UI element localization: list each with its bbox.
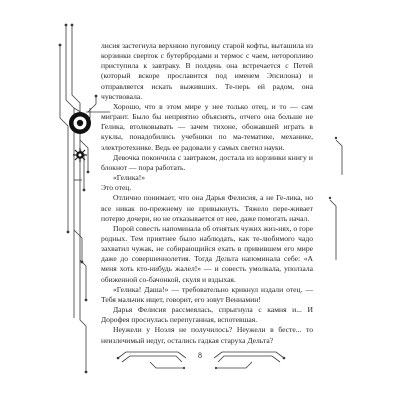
page-number: 8 <box>198 351 202 360</box>
paragraph: «Гелика!» <box>113 173 146 183</box>
paragraph: Девочка покончила с завтраком, достала из корзинки книгу и блокнот — пора работать. <box>101 152 313 172</box>
paragraph: Дарья Фелисия рассмеялась, спрыгнула с камня и... И Дорофея проснулась перепуганная, вспотевшая. <box>101 305 313 325</box>
paragraph: Это отец. <box>101 183 132 193</box>
paragraph: Порой совесть напоминала об отнятых чужих жиз-нях, о горе родных. Тем приятнее было наблюдать, как те-любимого чадо захватил чужак, не собирающийся ехать в привившем его мире даже до совершеннолетия. Тогда Дельта напоминала себе: «А меня хоть кто-нибудь жалел!» — и совесть умолкала, уползала обиженной со-бачонкой, скуля и вздыхая. <box>101 223 313 284</box>
body-text <box>101 41 313 346</box>
paragraph: лисия застегнула верхнюю пуговицу старой кофты, выташила из корзинки сверток с бутербродами и термос с чаем, неторопливо приступила к завтраку. В полдень она встречается с Петей (который вскоре прославится под именем Эпсилона) и отправляется искать выживших. Те-перь ей радом, она чувствовала. <box>101 41 313 101</box>
paragraph: Хорошо, что в этом мире у нее только отец, и то — сам мигрант. Было бы неприятно объяснять, отчего она больше не Гелика, втолковывать — зачем тихоне, обожавшей играть в куклы, понадобились учебники по ма-тематике, механике, электротехнике. Ведь ее радовали у самых светил науки. <box>101 101 313 152</box>
paragraph: Отлично понимает, что она Дарья Фелисия, а не Ге-лика, но все никак по-прежнему не привыкнуть. Тяжело пере-живает потерю дочери, но не отказывается от нее, даже помогать начал. <box>101 193 313 223</box>
paragraph: Неужели у Ноэля не получилось? Неужели в бесте... то неизлечимый недуг, остались гадкая старуха Дельта? <box>101 325 313 345</box>
paragraph: «Гелика! Даша!» — требовательно крикнул издали отец. — Тебя мальчик ищет, говорит, его зовут Вениамин! <box>101 284 313 304</box>
